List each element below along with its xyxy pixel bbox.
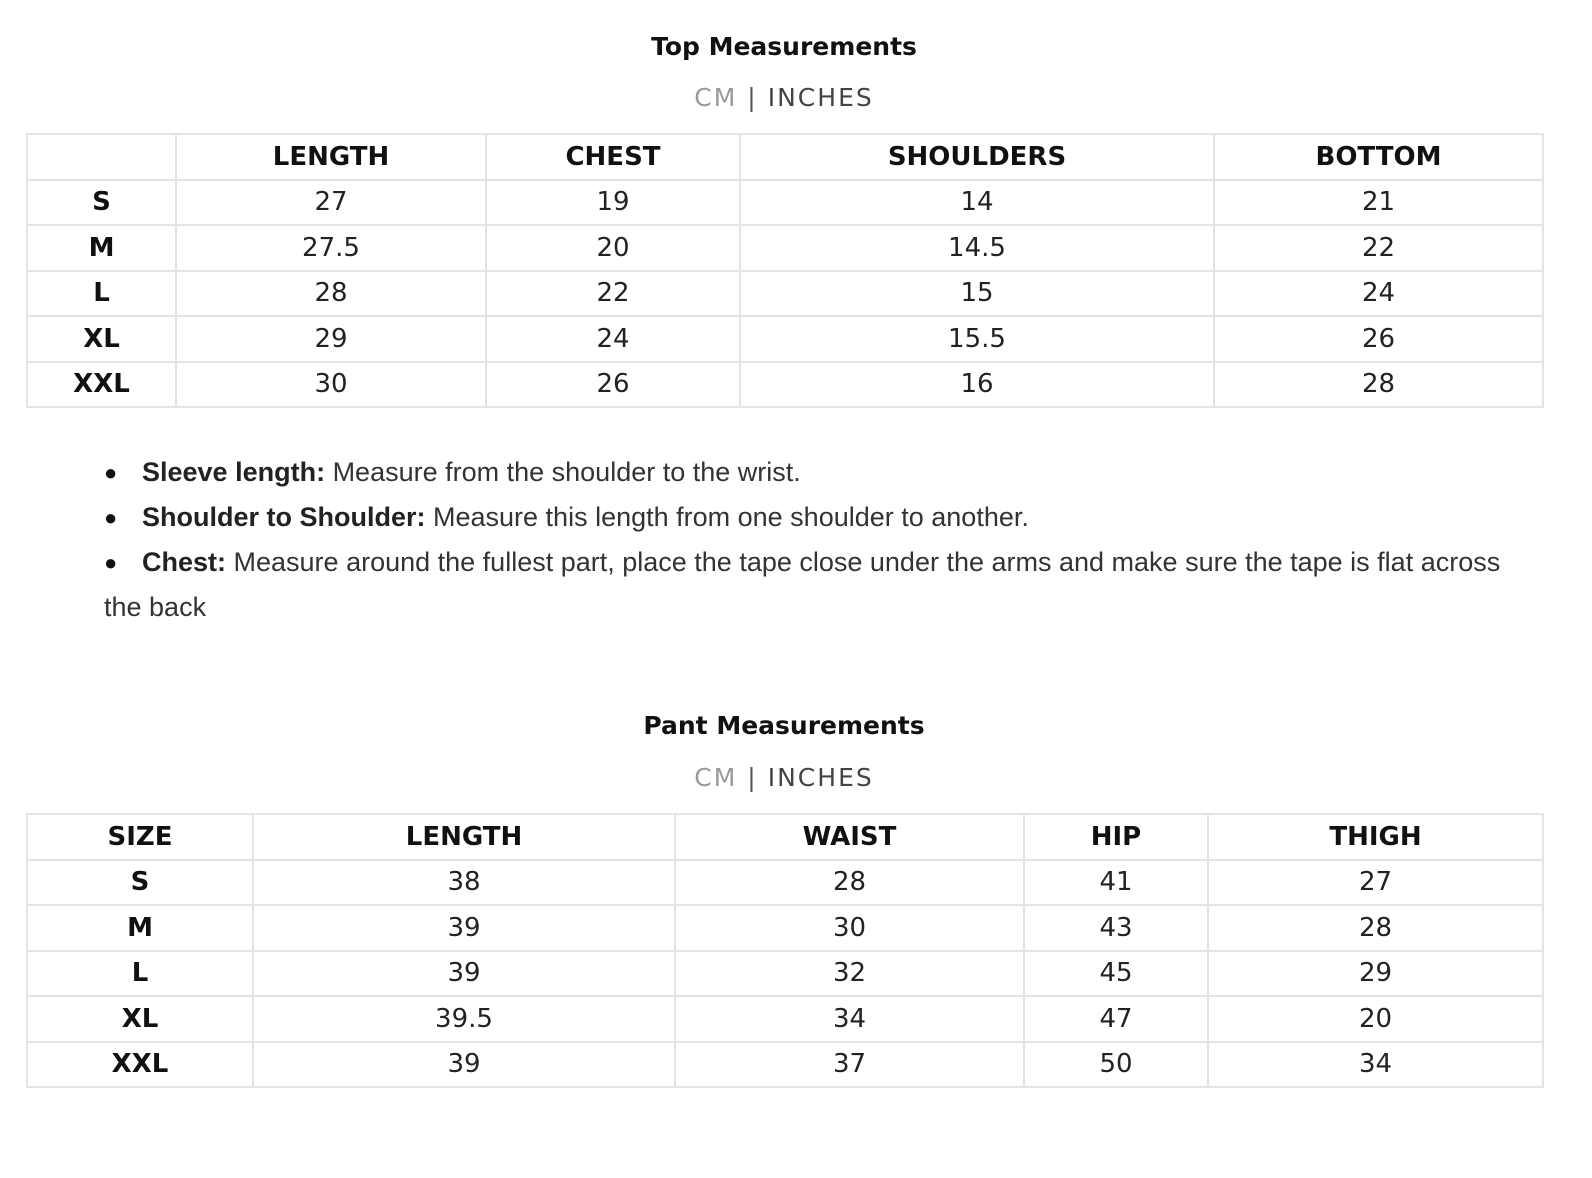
table-row — [27, 362, 1543, 408]
cell-bottom: 24 — [1214, 271, 1543, 317]
cell-chest: 22 — [486, 271, 740, 317]
note-term: Sleeve length: — [142, 457, 326, 487]
header-length: LENGTH — [176, 134, 486, 180]
cell-hip: 50 — [1024, 1042, 1208, 1088]
cell-length: 39 — [253, 905, 675, 951]
size-label: S — [27, 180, 176, 226]
note-term: Chest: — [142, 547, 227, 577]
cell-bottom: 28 — [1214, 362, 1543, 408]
cell-thigh: 27 — [1208, 860, 1543, 906]
size-label: M — [27, 905, 253, 951]
top-measurements-title: Top Measurements — [651, 32, 917, 61]
table-row — [27, 905, 1543, 951]
cell-bottom: 26 — [1214, 316, 1543, 362]
table-row — [27, 951, 1543, 997]
note-item — [104, 540, 1544, 630]
pant-measurements-table — [26, 813, 1544, 1088]
table-row — [27, 180, 1543, 226]
cell-hip: 43 — [1024, 905, 1208, 951]
pant-unit-toggle — [0, 763, 1568, 792]
cell-hip: 41 — [1024, 860, 1208, 906]
cell-length: 39 — [253, 1042, 675, 1088]
size-label: XL — [27, 316, 176, 362]
table-row — [27, 271, 1543, 317]
cell-shoulders: 15 — [740, 271, 1214, 317]
size-label: XXL — [27, 1042, 253, 1088]
note-text: Measure this length from one shoulder to another. — [425, 502, 1029, 532]
header-chest: CHEST — [486, 134, 740, 180]
header-length: LENGTH — [253, 814, 675, 860]
header-waist: WAIST — [675, 814, 1024, 860]
bullet-icon: ● — [104, 460, 118, 485]
cell-waist: 32 — [675, 951, 1024, 997]
table-row — [27, 1042, 1543, 1088]
table-row — [27, 316, 1543, 362]
note-text: Measure around the fullest part, place the tape close under the arms and make sure the tape is flat across the back — [104, 547, 1501, 622]
top-unit-inches[interactable]: INCHES — [767, 83, 874, 112]
bullet-icon: ● — [104, 550, 118, 575]
pant-unit-inches[interactable]: INCHES — [767, 763, 874, 792]
cell-thigh: 20 — [1208, 996, 1543, 1042]
header-size — [27, 134, 176, 180]
table-row — [27, 860, 1543, 906]
top-unit-toggle — [0, 83, 1568, 112]
cell-chest: 20 — [486, 225, 740, 271]
cell-length: 29 — [176, 316, 486, 362]
cell-waist: 37 — [675, 1042, 1024, 1088]
cell-hip: 47 — [1024, 996, 1208, 1042]
measurement-notes — [104, 450, 1544, 630]
size-label: L — [27, 951, 253, 997]
size-label: XL — [27, 996, 253, 1042]
cell-thigh: 28 — [1208, 905, 1543, 951]
cell-chest: 24 — [486, 316, 740, 362]
size-label: M — [27, 225, 176, 271]
top-measurements-table — [26, 133, 1544, 408]
note-text: Measure from the shoulder to the wrist. — [325, 457, 801, 487]
header-hip: HIP — [1024, 814, 1208, 860]
cell-thigh: 34 — [1208, 1042, 1543, 1088]
table-header-row — [27, 814, 1543, 860]
top-unit-cm[interactable]: CM — [694, 83, 738, 112]
cell-thigh: 29 — [1208, 951, 1543, 997]
pant-unit-separator: | — [747, 763, 758, 792]
cell-length: 39.5 — [253, 996, 675, 1042]
cell-shoulders: 16 — [740, 362, 1214, 408]
pant-unit-cm[interactable]: CM — [694, 763, 738, 792]
cell-length: 38 — [253, 860, 675, 906]
note-item — [104, 450, 1544, 495]
cell-shoulders: 14 — [740, 180, 1214, 226]
cell-length: 28 — [176, 271, 486, 317]
cell-bottom: 22 — [1214, 225, 1543, 271]
cell-length: 27 — [176, 180, 486, 226]
cell-waist: 28 — [675, 860, 1024, 906]
cell-bottom: 21 — [1214, 180, 1543, 226]
cell-waist: 34 — [675, 996, 1024, 1042]
cell-length: 27.5 — [176, 225, 486, 271]
top-unit-separator: | — [747, 83, 758, 112]
size-label: L — [27, 271, 176, 317]
cell-length: 39 — [253, 951, 675, 997]
note-term: Shoulder to Shoulder: — [142, 502, 426, 532]
table-header-row — [27, 134, 1543, 180]
table-row — [27, 996, 1543, 1042]
cell-shoulders: 14.5 — [740, 225, 1214, 271]
cell-chest: 19 — [486, 180, 740, 226]
header-thigh: THIGH — [1208, 814, 1543, 860]
size-label: XXL — [27, 362, 176, 408]
header-shoulders: SHOULDERS — [740, 134, 1214, 180]
header-bottom: BOTTOM — [1214, 134, 1543, 180]
cell-chest: 26 — [486, 362, 740, 408]
bullet-icon: ● — [104, 505, 118, 530]
cell-waist: 30 — [675, 905, 1024, 951]
pant-measurements-title: Pant Measurements — [643, 711, 925, 740]
header-size: SIZE — [27, 814, 253, 860]
cell-hip: 45 — [1024, 951, 1208, 997]
cell-length: 30 — [176, 362, 486, 408]
cell-shoulders: 15.5 — [740, 316, 1214, 362]
size-label: S — [27, 860, 253, 906]
note-item — [104, 495, 1544, 540]
table-row — [27, 225, 1543, 271]
